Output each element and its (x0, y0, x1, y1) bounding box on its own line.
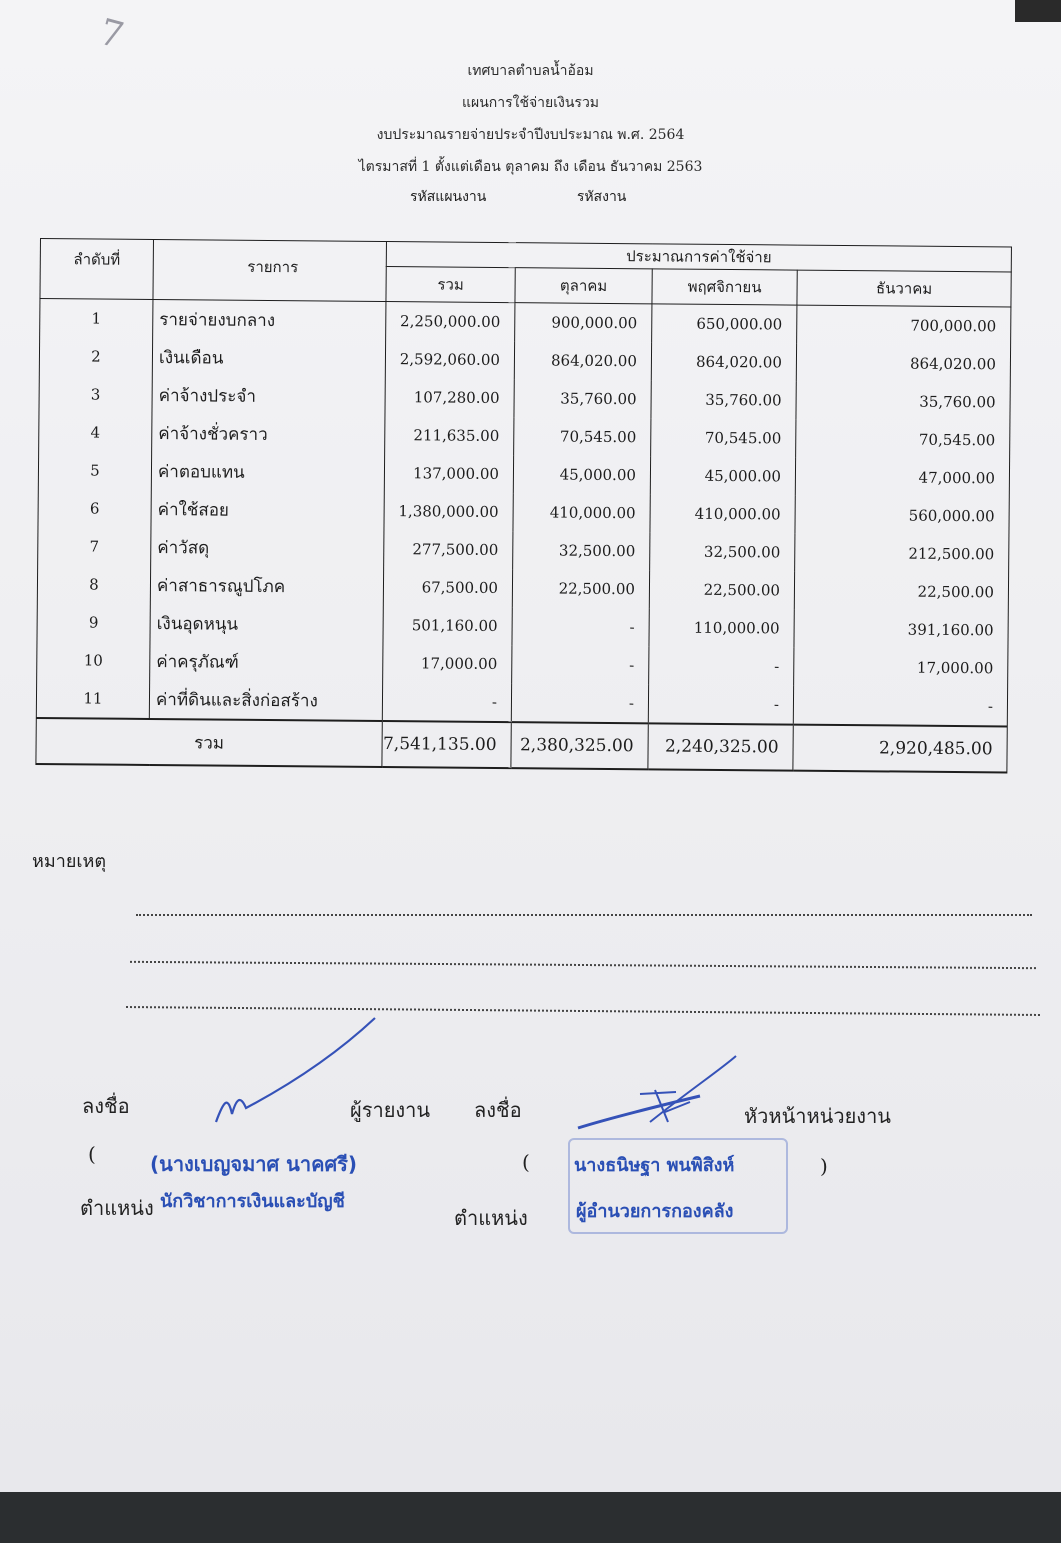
row-total: 501,160.00 (383, 606, 512, 645)
row-item: เงินเดือน (152, 338, 385, 378)
table-total-row (36, 718, 1007, 772)
col-header-nov: พฤศจิกายน (652, 269, 797, 305)
row-nov: - (649, 646, 794, 685)
col-header-no: ลำดับที่ (40, 239, 154, 300)
row-dec: 17,000.00 (794, 648, 1008, 688)
total-nov: 2,240,325.00 (648, 723, 793, 770)
row-total: 2,592,060.00 (385, 340, 514, 379)
row-nov: 650,000.00 (652, 304, 797, 344)
right-signer-name: นางธนิษฐา พนพิสิงห์ (574, 1155, 735, 1176)
row-item: ค่าจ้างประจำ (152, 376, 385, 416)
row-no: 6 (38, 489, 151, 528)
row-oct: 22,500.00 (512, 569, 649, 608)
col-header-item: รายการ (153, 239, 387, 301)
corner-check-mark: 7 (95, 11, 128, 58)
row-nov: 70,545.00 (651, 418, 796, 457)
right-sign-label: ลงชื่อ (474, 1098, 522, 1122)
row-dec: 70,545.00 (796, 420, 1010, 460)
row-item: ค่าใช้สอย (151, 490, 384, 530)
row-total: 17,000.00 (383, 644, 512, 683)
row-item: เงินอุดหนุน (150, 604, 383, 644)
row-nov: 110,000.00 (649, 608, 794, 647)
row-total: 2,250,000.00 (386, 302, 515, 342)
row-oct: - (512, 607, 649, 646)
row-oct: - (512, 645, 649, 684)
work-code-label: รหัสงาน (576, 189, 627, 205)
row-total: 1,380,000.00 (384, 492, 513, 531)
right-close-paren: ) (820, 1154, 828, 1178)
row-no: 11 (36, 679, 149, 719)
row-dec: 700,000.00 (797, 305, 1011, 345)
col-header-total: รวม (386, 267, 515, 303)
row-nov: 22,500.00 (649, 570, 794, 609)
row-dec: 47,000.00 (795, 458, 1009, 498)
row-dec: 35,760.00 (796, 382, 1010, 422)
row-total: 211,635.00 (385, 416, 514, 455)
total-sum: 7,541,135.00 (382, 721, 511, 768)
row-no: 4 (39, 413, 152, 452)
col-header-group: ประมาณการค่าใช้จ่าย (386, 242, 1011, 272)
expense-table (35, 238, 1012, 773)
row-no: 7 (38, 527, 151, 566)
left-role: ผู้รายงาน (350, 1098, 431, 1122)
right-role: หัวหน้าหน่วยงาน (744, 1104, 891, 1128)
plan-code-label: รหัสแผนงาน (410, 189, 487, 205)
row-nov: - (648, 684, 793, 724)
org-name: เทศบาลตำบลน้ำอ้อม (467, 63, 594, 79)
row-nov: 45,000.00 (650, 456, 795, 495)
row-total: 107,280.00 (385, 378, 514, 417)
row-total: 137,000.00 (384, 454, 513, 493)
row-item: ค่าสาธารณูปโภค (150, 566, 383, 606)
code-labels (410, 186, 712, 208)
row-nov: 864,020.00 (651, 342, 796, 381)
row-dec: 391,160.00 (794, 610, 1008, 650)
row-item: ค่าตอบแทน (151, 452, 384, 492)
row-item: ค่าครุภัณฑ์ (150, 642, 383, 682)
row-no: 8 (37, 565, 150, 604)
row-dec: - (793, 686, 1007, 727)
row-oct: 70,545.00 (514, 417, 651, 456)
row-no: 9 (37, 603, 150, 642)
row-dec: 560,000.00 (795, 496, 1009, 536)
background-desk-edge (0, 1492, 1061, 1543)
budget-year: งบประมาณรายจ่ายประจำปีงบประมาณ พ.ศ. 2564 (376, 127, 685, 143)
row-nov: 35,760.00 (651, 380, 796, 419)
row-item: ค่าจ้างชั่วคราว (152, 414, 385, 454)
col-header-oct: ตุลาคม (515, 268, 652, 304)
row-oct: 45,000.00 (513, 455, 650, 494)
left-position: นักวิชาการเงินและบัญชี (160, 1191, 345, 1212)
row-nov: 410,000.00 (650, 494, 795, 533)
row-oct: - (511, 683, 648, 723)
row-dec: 212,500.00 (795, 534, 1009, 574)
row-dec: 864,020.00 (796, 344, 1010, 384)
right-position: ผู้อำนวยการกองคลัง (576, 1201, 734, 1222)
row-no: 1 (40, 299, 153, 338)
total-dec: 2,920,485.00 (793, 725, 1007, 773)
row-total: 277,500.00 (384, 530, 513, 569)
left-signer-name: (นางเบญจมาศ นาคศรี) (150, 1152, 358, 1176)
col-header-dec: ธันวาคม (797, 270, 1011, 307)
remark-line-1 (136, 914, 1032, 916)
row-no: 5 (38, 451, 151, 490)
doc-title: แผนการใช้จ่ายเงินรวม (461, 95, 600, 111)
left-open-paren: ( (88, 1142, 96, 1166)
row-oct: 864,020.00 (514, 341, 651, 380)
row-oct: 410,000.00 (513, 493, 650, 532)
background-desk-corner (1015, 0, 1061, 22)
row-no: 3 (39, 375, 152, 414)
right-open-paren: ( (522, 1150, 530, 1174)
row-item: ค่าวัสดุ (151, 528, 384, 568)
row-item: ค่าที่ดินและสิ่งก่อสร้าง (149, 680, 382, 721)
row-item: รายจ่ายงบกลาง (153, 299, 386, 340)
row-nov: 32,500.00 (650, 532, 795, 571)
row-dec: 22,500.00 (794, 572, 1008, 612)
row-oct: 900,000.00 (515, 303, 652, 343)
row-oct: 35,760.00 (514, 379, 651, 418)
remarks-label: หมายเหตุ (32, 851, 107, 872)
right-position-label: ตำแหน่ง (454, 1206, 528, 1230)
total-oct: 2,380,325.00 (511, 722, 648, 769)
row-total: 67,500.00 (383, 568, 512, 607)
row-total: - (382, 682, 511, 722)
row-oct: 32,500.00 (513, 531, 650, 570)
quarter-range: ไตรมาสที่ 1 ตั้งแต่เดือน ตุลาคม ถึง เดือน ธันวาคม 2563 (358, 159, 703, 175)
row-no: 2 (39, 337, 152, 376)
left-sign-label: ลงชื่อ (82, 1094, 130, 1118)
left-position-label: ตำแหน่ง (80, 1196, 154, 1220)
row-no: 10 (37, 641, 150, 680)
total-label: รวม (36, 718, 382, 767)
